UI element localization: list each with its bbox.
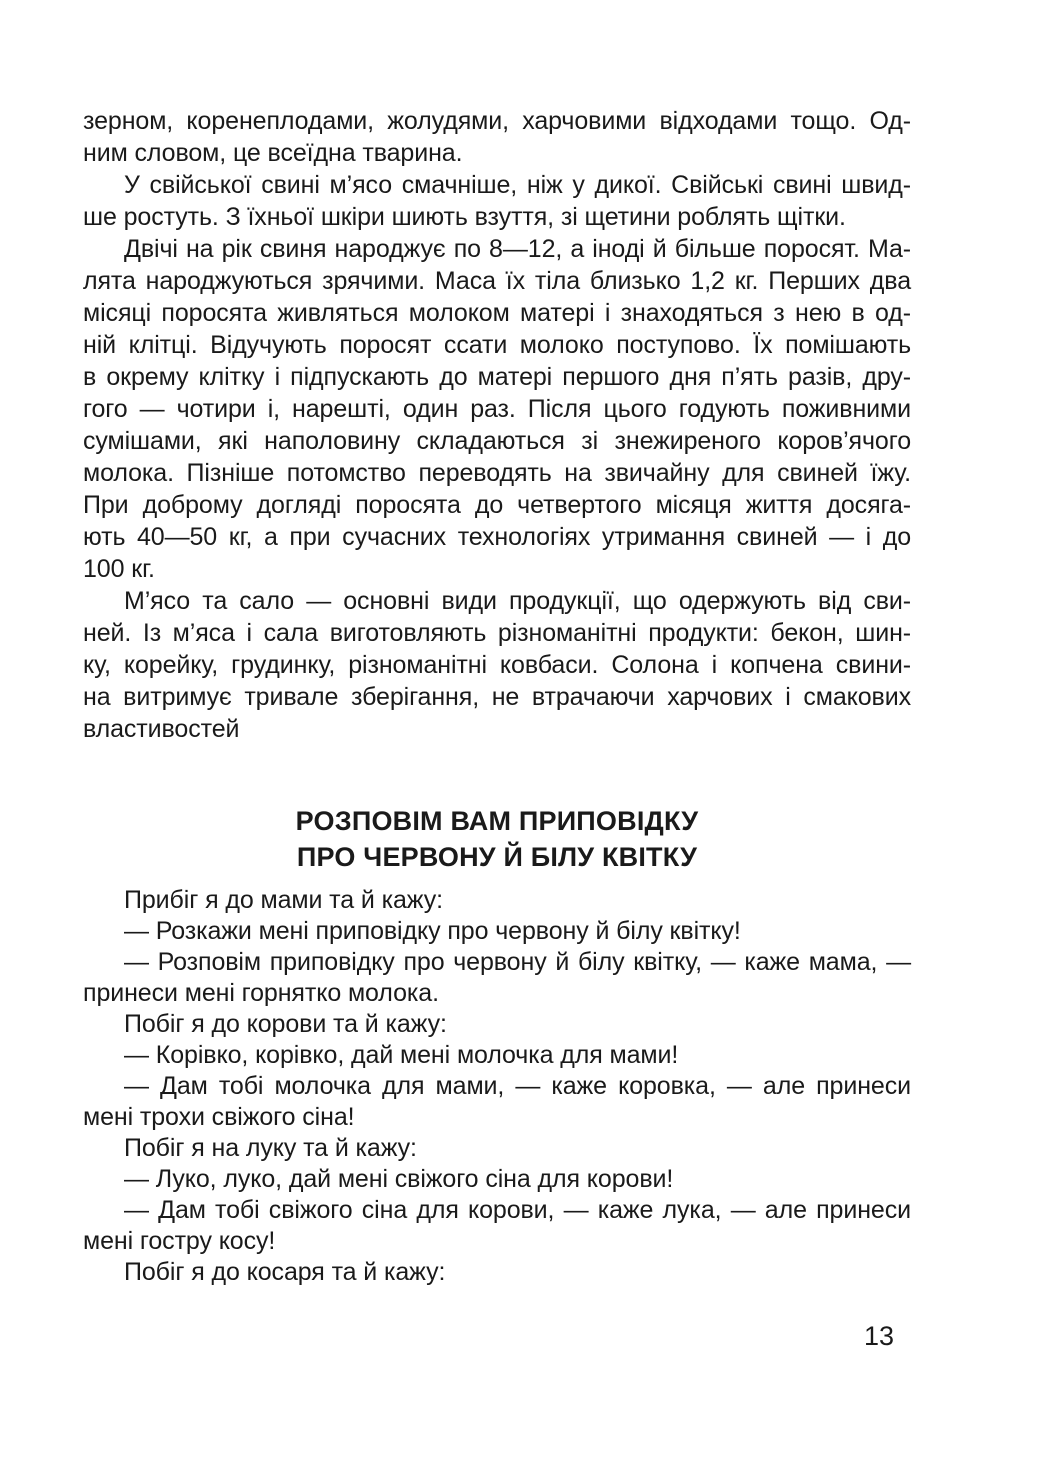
text-line: М’ясо та сало — основні види продукції, що одержують від сви- (124, 587, 911, 615)
dialogue-line: мені трохи свіжого сіна! (83, 1103, 355, 1131)
dialogue-line: мені гостру косу! (83, 1227, 276, 1255)
text-line: місяці поросята живляться молоком матері і знаходяться з нею в од- (83, 299, 911, 327)
text-line: Двічі на рік свиня народжує по 8—12, а іноді й більше поросят. Ма- (124, 235, 911, 263)
text-line: на витримує тривале зберігання, не втрачаючи харчових і смакових (83, 683, 911, 711)
text-line: зерном, коренеплодами, жолудями, харчовими відходами тощо. Од- (83, 107, 911, 135)
section-heading-line-2: ПРО ЧЕРВОНУ Й БІЛУ КВІТКУ (296, 842, 698, 872)
text-line: ній клітці. Відучують поросят ссати молоко поступово. Їх помішають (83, 331, 911, 359)
dialogue-line: — Розповім приповідку про червону й білу квітку, — каже мама, — (124, 948, 911, 976)
dialogue-line: Прибіг я до мами та й кажу: (124, 886, 443, 914)
page-number: 13 (864, 1321, 895, 1351)
dialogue-line: — Дам тобі молочка для мами, — каже коровка, — але принеси (124, 1072, 911, 1100)
text-line: в окрему клітку і підпускають до матері першого дня п’ять разів, дру- (83, 363, 911, 391)
text-line: гого — чотири і, нарешті, один раз. Після цього годують поживними (83, 395, 911, 423)
text-line: властивостей (83, 715, 240, 743)
dialogue-line: — Луко, луко, дай мені свіжого сіна для корови! (124, 1165, 674, 1193)
text-line: ють 40—50 кг, а при сучасних технологіях утримання свиней — і до (83, 523, 911, 551)
text-line: лята народжуються зрячими. Маса їх тіла близько 1,2 кг. Перших два (83, 267, 911, 295)
text-line: молока. Пізніше потомство переводять на звичайну для свиней їжу. (83, 459, 911, 487)
text-line: сумішами, які наполовину складаються зі знежиреного коров’ячого (83, 427, 911, 455)
dialogue-line: — Розкажи мені приповідку про червону й білу квітку! (124, 917, 741, 945)
text-line: ней. Із м’яса і сала виготовляють різноманітні продукти: бекон, шин- (83, 619, 911, 647)
dialogue-line: Побіг я до корови та й кажу: (124, 1010, 447, 1038)
dialogue-line: принеси мені горнятко молока. (83, 979, 439, 1007)
section-heading-line-1: РОЗПОВІМ ВАМ ПРИПОВІДКУ (295, 806, 699, 836)
dialogue-line: Побіг я до косаря та й кажу: (124, 1258, 446, 1286)
dialogue-line: — Корівко, корівко, дай мені молочка для мами! (124, 1041, 679, 1069)
text-line: При доброму догляді поросята до четвертого місяця життя досяга- (83, 491, 911, 519)
text-line: ним словом, це всеїдна тварина. (83, 139, 463, 167)
text-line: У свійської свині м’ясо смачніше, ніж у дикої. Свійські свині швид- (124, 171, 911, 199)
dialogue-line: Побіг я на луку та й кажу: (124, 1134, 417, 1162)
text-line: 100 кг. (83, 555, 155, 583)
text-line: ше ростуть. З їхньої шкіри шиють взуття, зі щетини роблять щітки. (83, 203, 846, 231)
text-line: ку, корейку, грудинку, різноманітні ковбаси. Солона і копчена свини- (83, 651, 911, 679)
dialogue-line: — Дам тобі свіжого сіна для корови, — каже лука, — але принеси (124, 1196, 911, 1224)
